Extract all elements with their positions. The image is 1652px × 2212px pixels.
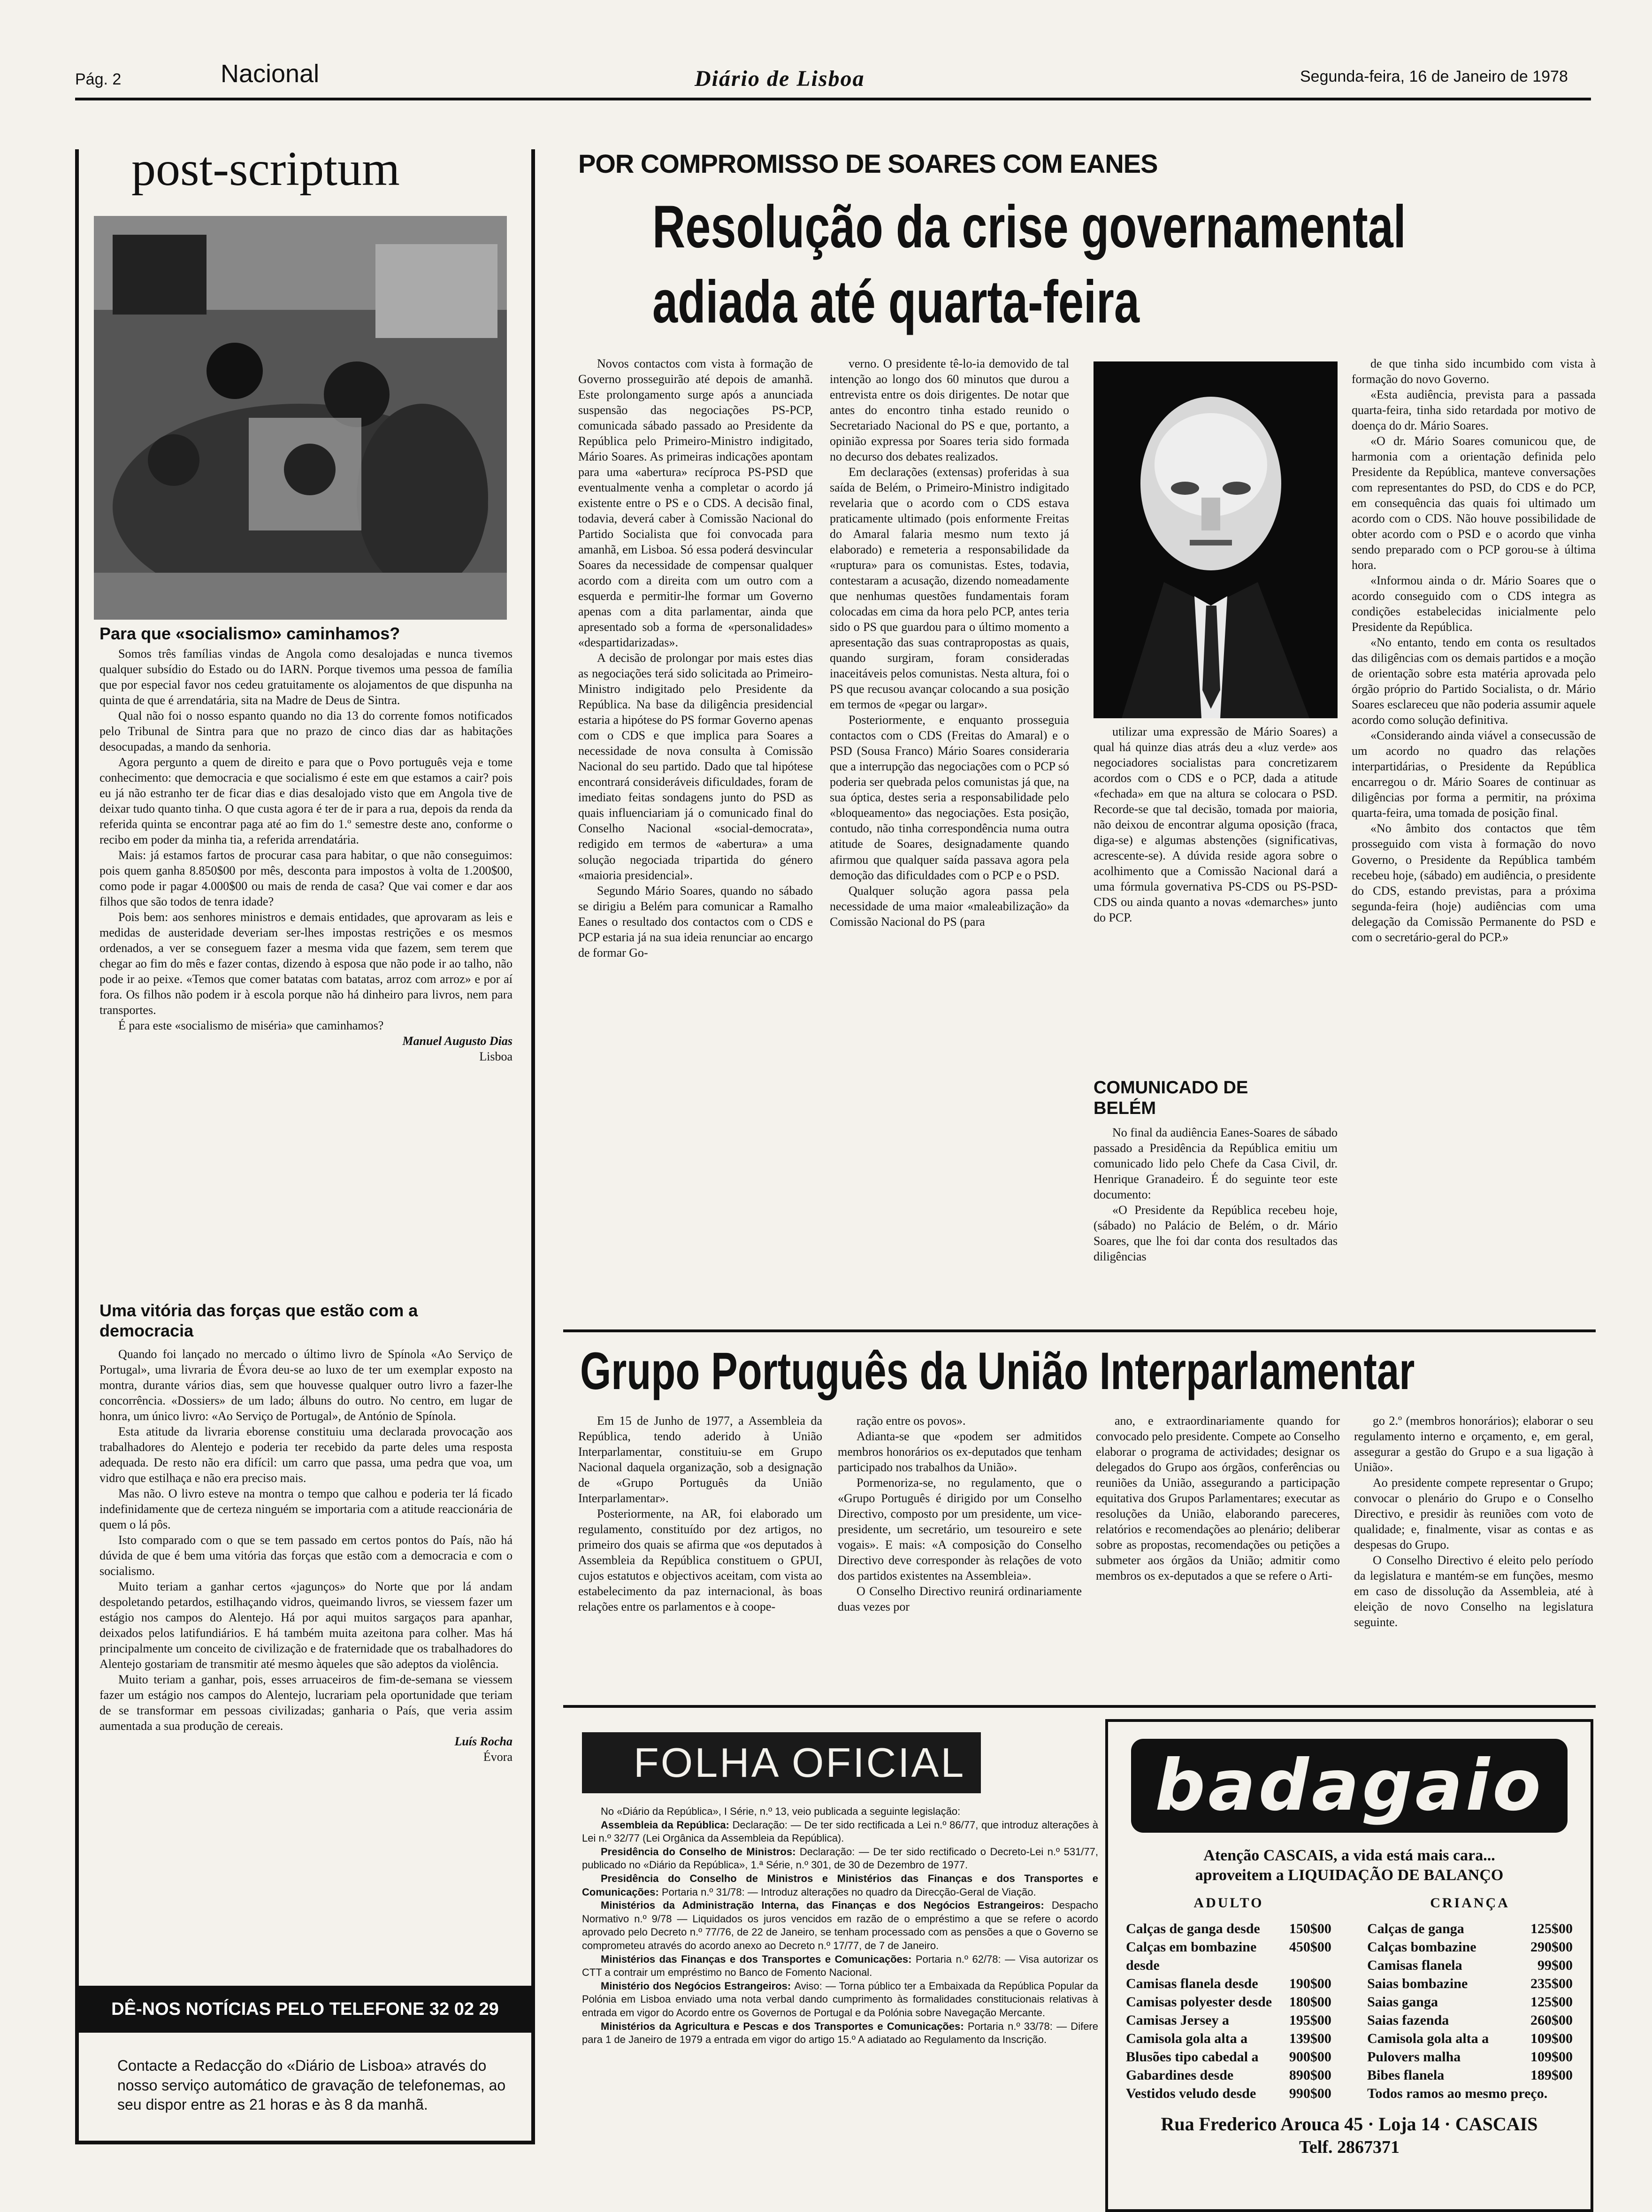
folha-entry xyxy=(582,1845,1098,1872)
folha-entry-org: Presidência do Conselho de Ministros e Ministérios das Finanças e dos Transportes e Comunicações: xyxy=(582,1872,1098,1898)
price-row xyxy=(1367,1920,1573,1938)
price-value: 125$00 xyxy=(1530,1994,1573,2010)
union-paragraph: Adianta-se que «podem ser admitidos membros honorários os ex-deputados que tenham participado nos trabalhos da União». xyxy=(838,1429,1082,1475)
price-item: Blusões tipo cabedal a xyxy=(1126,2049,1259,2065)
union-col-1 xyxy=(578,1413,822,1614)
price-value: 990$00 xyxy=(1289,2086,1331,2101)
lead-paragraph: Em declarações (extensas) proferidas à sua saída de Belém, o Primeiro-Ministro indigitado revelaria que o acordo com o CDS estava praticamente ultimado (pois enformente Freitas do Amaral falaria mesmo num texto já elaborado) e remeteria a responsabilidade da «ruptura» para os comunistas. Estes, todavia, contestaram a acusação, dizendo nomeadamente que nenhumas questões fundamentais foram colocadas em cima da hora pelo PCP, antes teria sido o PS que guardou para o último momento a apresentação das suas contrapropostas as quais, quando surgiram, foram consideradas inaceitáveis pelos comunistas. Nesta altura, foi o PS que recusou avançar colocando a sua posição em termos de «pegar ou largar». xyxy=(830,465,1069,712)
price-item: Camisola gola alta a xyxy=(1367,2031,1489,2046)
folha-entry-text: Despacho Normativo n.º 9/78 — Liquidados os juros vencidos em razão de o empréstimo a que se refere o acordo aprovado pelo Decreto n.º 77/76, de 22 de Janeiro, se tenham processado com as pensões a que o Governo se comprometeu através do acordo anexo ao Decreto n.º 17/77, de 7 de Janeiro. xyxy=(582,1899,1098,1951)
price-item: Calças de ganga xyxy=(1367,1921,1464,1936)
union-paragraph: O Conselho Directivo reunirá ordinariamente duas vezes por xyxy=(838,1584,1082,1614)
union-paragraph: Em 15 de Junho de 1977, a Assembleia da República, tendo aderido à União Interparlamentar, constituiu-se em Grupo Nacional daquela organização, sob a designação de «Grupo Português da União Interparlamentar». xyxy=(578,1414,822,1505)
price-row xyxy=(1367,2048,1573,2066)
union-paragraph: ração entre os povos». xyxy=(857,1414,966,1428)
folha-entry xyxy=(582,1872,1098,1899)
folha-entry-org: Ministérios das Finanças e dos Transportes e Comunicações: xyxy=(601,1953,916,1965)
lead-paragraph: «No âmbito dos contactos que têm prosseguido com vista à formação do novo Governo, o Presidente da República também recebeu hoje, (sábado) em audiência, o presidente do CDS, estando previstas, para a próxima segunda-feira (hoje) audiências com uma delegação da Comissão Permanente do PSD e com o secretário-geral do PCP.» xyxy=(1352,822,1596,944)
article1-paragraph: Agora pergunto a quem de direito e para que o Povo português veja e tome conhecimento: que democracia e que socialismo é este em que estamos a cair? pois eu já não estranho ter de ficar dias e dias desalojado visto que em Angola tive de deixar tudo quanto tinha. O que custa agora é ter de ir para a rua, depois da renda da referida quinta se encontrar paga até ao fim do 1.º semestre deste ano, conforme o recibo em poder da minha tia, a referida arrendatária. xyxy=(99,755,512,847)
price-value: 450$00 xyxy=(1289,1939,1331,1955)
communique-title: COMUNICADO DE BELÉM xyxy=(1094,1078,1248,1118)
union-bottom-rule xyxy=(563,1705,1596,1708)
folha-entry-org: Assembleia da República: xyxy=(601,1819,733,1831)
union-paragraph: O Conselho Directivo é eleito pelo período da legislatura e mantém-se em funções, mesmo em caso de dissolução da Assembleia, até à eleição de novo Conselho na legislatura seguinte. xyxy=(1354,1553,1593,1629)
price-row xyxy=(1367,2084,1573,2103)
union-paragraph: Posteriormente, na AR, foi elaborado um regulamento, constituído por dez artigos, no primeiro dos quais se afirma que «os deputados à Assembleia da República constituem o GPUI, cujos estatutos e objectivos aceitam, com vista ao estabelecimento da paz internacional, às boas relações entre os parlamentos e à coope- xyxy=(578,1507,822,1614)
lead-paragraph: utilizar uma expressão de Mário Soares) a qual há quinze dias atrás deu a «luz verde» aos negociadores socialistas para concretizarem acordos com o CDS e o PCP, dada a atitude «fechada» em que na altura se colocara o PSD. Recorde-se que tal decisão, tomada por maioria, não deixou de encontrar alguma oposição (fraca, diga-se) e algumas abstenções (significativas, acrescente-se). A dúvida reside agora sobre o acolhimento que a Comissão Nacional dará a uma fórmula governativa PS-CDS ou PS-PSD-CDS ou ainda quanto a novas «demarches» junto do PCP. xyxy=(1094,725,1338,925)
phone-info: Contacte a Redacção do «Diário de Lisboa» através do nosso serviço automático de gravação de telefonemas, ao seu dispor entre as 21 horas e às 8 da manhã. xyxy=(117,2057,506,2113)
article1-author: Manuel Augusto Dias xyxy=(402,1034,512,1048)
price-row xyxy=(1126,1920,1331,1938)
folha-entry-org: Presidência do Conselho de Ministros: xyxy=(601,1845,800,1858)
folha-entry-org: Ministério dos Negócios Estrangeiros: xyxy=(601,1980,795,1992)
section-name: Nacional xyxy=(221,60,320,88)
folha-entry xyxy=(582,1899,1098,1952)
price-value: 195$00 xyxy=(1289,2012,1331,2028)
lead-kicker: POR COMPROMISSO DE SOARES COM EANES xyxy=(578,149,1158,178)
masthead: Diário de Lisboa xyxy=(695,66,865,91)
badagaio-brand: badagaio xyxy=(1155,1745,1544,1827)
folha-entry xyxy=(582,1819,1098,1845)
postscriptum-bottom-rule xyxy=(75,2141,535,2144)
ad-tagline-1: Atenção CASCAIS, a vida está mais cara... xyxy=(1203,1847,1495,1864)
lead-col-2 xyxy=(830,356,1069,929)
header-rule xyxy=(75,98,1591,100)
price-row xyxy=(1126,2066,1331,2084)
price-row xyxy=(1126,1938,1331,1974)
ad-phone: Telf. 2867371 xyxy=(1299,2137,1400,2157)
folha-intro: No «Diário da República», I Série, n.º 13, veio publicada a seguinte legislação: xyxy=(601,1805,961,1817)
price-value: 900$00 xyxy=(1289,2049,1331,2065)
folha-entry-text: Declaração: — De ter sido rectificado o Decreto-Lei n.º 531/77, publicado no «Diário da República», 1.ª Série, n.º 301, de 30 de Dezembro de 1977. xyxy=(582,1845,1098,1871)
union-paragraph: go 2.º (membros honorários); elaborar o seu regulamento interno e orçamento, e, em geral, assegurar a gestão do Grupo e a sua ligação à União». xyxy=(1354,1414,1593,1475)
lead-paragraph: «Informou ainda o dr. Mário Soares que o acordo conseguido com o CDS integra as condições estabelecidas inicialmente pelo Presidente da República. xyxy=(1352,574,1596,634)
article2-paragraph: Muito teriam a ganhar certos «jagunços» do Norte que por lá andam despoletando petardos, estilhaçando vidros, queimando livros, se viessem fazer um estágio nos campos do Alentejo. Há por aqui muitos sargaços para apanhar, deixados pelos latifundiários. E há também muita azeitona para colher. Mas há principalmente um conceito de civilização e de fraternidade que os trabalhadores do Alentejo gostariam de transmitir até mesmo àqueles que são adeptos da violência. xyxy=(99,1580,512,1671)
article1-paragraph: Somos três famílias vindas de Angola como desalojadas e nunca tivemos qualquer subsídio do Estado ou do IARN. Porque tivemos uma pessoa de família que por especial favor nos cedeu gratuitamente os alojamentos de que dispunha na quinta de que é arrendatária, sita na Madre de Deus de Sintra. xyxy=(99,647,512,707)
price-item: Vestidos veludo desde xyxy=(1126,2086,1256,2101)
postscriptum-right-bar xyxy=(531,149,535,2144)
union-col-4 xyxy=(1354,1413,1593,1630)
price-item: Saias ganga xyxy=(1367,1994,1438,2010)
union-paragraph: Ao presidente compete representar o Grupo; convocar o plenário do Grupo e o Conselho Directivo, e presidir às reuniões com voto de qualidade; e, finalmente, visar as contas e as despesas do Grupo. xyxy=(1354,1476,1593,1552)
lead-paragraph: «No entanto, tendo em conta os resultados das diligências com os demais partidos e a moção de orientação sobre esta matéria aprovada pelo órgão próprio do Partido Socialista, o dr. Mário Soares esclareceu que não poderia assumir aquele acordo como solução definitiva. xyxy=(1352,636,1596,727)
price-item: Calças bombazine xyxy=(1367,1939,1476,1955)
price-row xyxy=(1126,2048,1331,2066)
folha-entry-text: Portaria n.º 33/78: — Difere para 1 de Janeiro de 1979 a entrada em vigor do artigo 15.º A adiatado ao Regulamento da Inscrição. xyxy=(582,2020,1098,2046)
ad-address: Rua Frederico Arouca 45 · Loja 14 · CASCAIS xyxy=(1161,2113,1538,2135)
adult-label: ADULTO xyxy=(1193,1895,1264,1911)
badagaio-ad xyxy=(1105,1719,1593,2212)
adult-price-list xyxy=(1126,1894,1331,2103)
folha-entry-text: Portaria n.º 31/78: — Introduz alterações no quadro da Direcção-Geral de Viação. xyxy=(661,1886,1036,1898)
lead-col-1 xyxy=(578,356,813,960)
lead-bottom-rule xyxy=(563,1329,1596,1332)
article2-author: Luís Rocha xyxy=(454,1735,512,1749)
soares-photo xyxy=(1094,361,1338,718)
communique-body xyxy=(1094,1125,1338,1264)
union-headline: Grupo Português da União Interparlamentar xyxy=(580,1342,1415,1400)
folha-entry-text: Aviso: — Torna público ter a Embaixada da República Popular da Polónia em Lisboa enviado uma nota verbal dando cumprimento às formalidades constitucionais relativas à entrada em vigor do Acordo entre os Governos de Portugal e da Polónia sobre Navegação Mercante. xyxy=(582,1980,1098,2019)
price-item: Bibes flanela xyxy=(1367,2067,1445,2083)
article1-paragraph: Pois bem: aos senhores ministros e demais entidades, que aprovaram as leis e medidas de austeridade deveriam ser-lhes impostas restrições e os mesmos ordenados, a ver se conseguem fazer a mesma vida que fazem, sem terem que chegar ao fim do mês e fazer contas, dizendo à esposa que não pode ir ao talho, não pode ir ao peixe. «Temos que comer batatas com batatas, arroz com arroz» e por aí fora. Os filhos não podem ir à escola porque não há dinheiro para livros, nem para transportes. xyxy=(99,910,512,1017)
folha-entry-org: Ministérios da Agricultura e Pescas e dos Transportes e Comunicações: xyxy=(601,2020,968,2032)
lead-paragraph: Qualquer solução agora passa pela necessidade de uma maior «maleabilização» da Comissão Nacional do PS (para xyxy=(830,883,1069,929)
lead-headline-2: adiada até quarta-feira xyxy=(652,269,1140,336)
price-value: 180$00 xyxy=(1289,1994,1331,2010)
article2-paragraph: Muito teriam a ganhar, pois, esses arruaceiros de fim-de-semana se viessem fazer um estágio nos campos do Alentejo, lucrariam pela oportunidade que teriam de se transformar em pessoas civilizadas; ganharia o País, que veria assim aumentada a sua produção de cereais. xyxy=(99,1673,512,1733)
price-value: 139$00 xyxy=(1289,2031,1331,2046)
lead-headline-1: Resolução da crise governamental xyxy=(652,193,1406,261)
article2-paragraph: Mas não. O livro esteve na montra o tempo que calhou e poderia ter lá ficado indefinidamente que de certeza ninguém se importaria com a atitude reaccionária de quem o lá pôs. xyxy=(99,1487,512,1532)
price-value: 109$00 xyxy=(1530,2031,1573,2046)
lead-paragraph: Novos contactos com vista à formação de Governo prosseguirão até depois de amanhã. Este prolongamento surge após a anunciada suspensão das negociações PS-PCP, comunicada sábado passado ao Presidente da República pelo Primeiro-Ministro indigitado, Mário Soares. As primeiras indicações apontam para uma «abertura» recíproca PS-PSD que eventualmente venha a completar o acordo já existente entre o PS e o CDS. A decisão final, todavia, deverá caber à Comissão Nacional do Partido Socialista que foi convocada para amanhã, em Lisboa. Só essa poderá desvincular Soares da necessidade de compensar qualquer acordo com a direita com um outro com a esquerda e permitir-lhe formar um Governo apenas com a dita parlamentar, ainda que apresentado sob a forma de «personalidades» «despartidarizadas». xyxy=(578,357,813,650)
article2-paragraph: Esta atitude da livraria eborense constituiu uma declarada provocação aos trabalhadores do Alentejo e poderia ter recebido da parte deles uma resposta adequada. De resto não era difícil: um carro que passa, uma pedra que voa, um vidro que estilhaça e não era preciso mais. xyxy=(99,1425,512,1485)
lead-paragraph: de que tinha sido incumbido com vista à formação do novo Governo. xyxy=(1352,357,1596,386)
folha-entry xyxy=(582,1980,1098,2020)
communique-paragraph: No final da audiência Eanes-Soares de sábado passado a Presidência da República emitiu um comunicado lido pelo Chefe da Casa Civil, dr. Henrique Granadeiro. É do seguinte teor este documento: xyxy=(1094,1126,1338,1202)
price-value: 235$00 xyxy=(1530,1976,1573,1991)
communique-paragraph: «O Presidente da República recebeu hoje, (sábado) no Palácio de Belém, o dr. Mário Soares, que lhe foi dar conta dos resultados das diligências xyxy=(1094,1203,1338,1264)
price-value: 290$00 xyxy=(1530,1939,1573,1955)
price-item: Camisas flanela xyxy=(1367,1958,1462,1973)
lead-paragraph: Posteriormente, e enquanto prosseguia contactos com o CDS (Freitas do Amaral) e o PSD (Sousa Franco) Mário Soares consideraria que a interrupção das negociações com o PCP só poderia ser quebrada pelos comunistas já que, na sua óptica, destes seria a responsabilidade pelo «bloqueamento» das negociações. Esta posição, contudo, não tinha correspondência numa outra atitude de Soares, designadamente quando afirmou que qualquer saída passava agora pela demoção das dificuldades com o PCP e o PSD. xyxy=(830,713,1069,882)
lead-col-3 xyxy=(1094,724,1338,925)
lead-paragraph: «Esta audiência, prevista para a passada quarta-feira, tinha sido retardada por motivo de doença do dr. Mário Soares. xyxy=(1352,388,1596,433)
article2-paragraph: Quando foi lançado no mercado o último livro de Spínola «Ao Serviço de Portugal», uma livraria de Évora deu-se ao luxo de ter um exemplar exposto na montra, durante vários dias, sem que houvesse qualquer outro livro a fazer-lhe concorrência. «Dossiers» de um lado; álbuns do outro. No centro, em lugar de honra, um único livro: «Ao Serviço de Portugal», de António de Spínola. xyxy=(99,1347,512,1423)
article1-title: Para que «socialismo» caminhamos? xyxy=(99,624,400,643)
folha-banner xyxy=(582,1732,981,1793)
phone-banner-text: DÊ-NOS NOTÍCIAS PELO TELEFONE 32 02 29 xyxy=(111,1999,499,2019)
article1-place: Lisboa xyxy=(479,1050,512,1064)
price-item: Saias fazenda xyxy=(1367,2012,1449,2028)
article1-paragraph: Mais: já estamos fartos de procurar casa para habitar, o que não conseguimos: pois quem ganha 8.850$00 por mês, desconta para impostos à volta de 1.200$00, como pode ir pagar 4.000$00 ou mais de renda de casa? Que vai comer e dar aos filhos que são todos de tenra idade? xyxy=(99,848,512,909)
ad-tagline-2: aproveitem a LIQUIDAÇÃO DE BALANÇO xyxy=(1195,1866,1504,1884)
article2-paragraph: Isto comparado com o que se tem passado em certos pontos do País, não há dúvida de que é bem uma vitória das forças que estão com a democracia e com o socialismo. xyxy=(99,1533,512,1578)
price-row xyxy=(1367,1956,1573,1974)
price-value: 890$00 xyxy=(1289,2067,1331,2083)
page-number: Pág. 2 xyxy=(75,70,122,88)
price-value: 189$00 xyxy=(1530,2067,1573,2083)
price-value: 260$00 xyxy=(1530,2012,1573,2028)
postscriptum-photo xyxy=(94,216,507,620)
folha-entry-text: Declaração: — De ter sido rectificada a Lei n.º 86/77, que introduz alterações à Lei n.º 32/77 (Lei Orgânica da Assembleia da República). xyxy=(582,1819,1098,1844)
price-row xyxy=(1126,1993,1331,2011)
lead-paragraph: A decisão de prolongar por mais estes dias as negociações terá sido solicitada ao Primeiro-Ministro indigitado pelo Presidente da República. Na base da diligência presidencial estaria a hipótese do PS formar Governo apenas com o CDS e que implica para Soares a necessidade de nova consulta à Comissão Nacional do seu partido. Dado que tal hipótese encontrará consideráveis dificuldades, foram de imediato feitas sondagens junto do PSD as quais influenciariam já o comunicado final do Conselho Nacional «social-democrata», redigido em termos de «abertura» a uma solução negociada tripartida do género «maioria presidencial». xyxy=(578,651,813,882)
union-col-2 xyxy=(838,1413,1082,1614)
article2-title: Uma vitória das forças que estão com a democracia xyxy=(99,1301,418,1341)
article2-place: Évora xyxy=(483,1750,512,1764)
union-paragraph: Pormenoriza-se, no regulamento, que o «Grupo Português é dirigido por um Conselho Directivo, composto por um presidente, um vice-presidente, um secretário, um tesoureiro e sete vogais». E mais: «A composição do Conselho Directivo deve corresponder às relações de voto dos partidos existentes na Assembleia». xyxy=(838,1476,1082,1583)
price-row xyxy=(1367,1993,1573,2011)
article1-paragraph: Qual não foi o nosso espanto quando no dia 13 do corrente fomos notificados pelo Tribunal de Sintra para que no prazo de cinco dias dar as habitações desocupadas, a mando da senhoria. xyxy=(99,709,512,754)
article2-body xyxy=(99,1346,512,1765)
lead-paragraph: verno. O presidente tê-lo-ia demovido de tal intenção ao longo dos 60 minutos que durou a entrevista entre os dois dirigentes. De notar que antes do encontro tinha estado reunido o Secretariado Nacional do PS e que, portanto, a opinião expressa por Soares teria sido formada no decurso dos debates realizados. xyxy=(830,357,1069,464)
issue-date: Segunda-feira, 16 de Janeiro de 1978 xyxy=(1300,68,1568,85)
price-row xyxy=(1126,1974,1331,1993)
folha-body xyxy=(582,1805,1098,2047)
lead-paragraph: «Considerando ainda viável a consecussão de um acordo no quadro das relações interpartidárias, o Presidente da República encarregou o dr. Mário Soares de continuar as diligências por forma a permitir, na próxima quarta-feira, uma tomada de posição final. xyxy=(1352,729,1596,820)
price-item: Camisas flanela desde xyxy=(1126,1976,1258,1991)
article1-body xyxy=(99,646,512,1064)
price-item: Camisola gola alta a xyxy=(1126,2031,1248,2046)
price-value: 190$00 xyxy=(1289,1976,1331,1991)
price-row xyxy=(1367,1974,1573,1993)
price-item: Pulovers malha xyxy=(1367,2049,1461,2065)
price-row xyxy=(1367,1938,1573,1956)
union-col-3 xyxy=(1096,1413,1340,1583)
price-item: Calças em bombazine desde xyxy=(1126,1939,1257,1973)
lead-col-4 xyxy=(1352,356,1596,945)
child-label: CRIANÇA xyxy=(1430,1895,1510,1911)
folha-entry-org: Ministérios da Administração Interna, das Finanças e dos Negócios Estrangeiros: xyxy=(601,1899,1052,1912)
postscriptum-left-bar xyxy=(75,149,79,2144)
price-item: Camisas polyester desde xyxy=(1126,1994,1272,2010)
article1-paragraph: É para este «socialismo de miséria» que caminhamos? xyxy=(118,1019,384,1033)
price-item: Saias bombazine xyxy=(1367,1976,1468,1991)
price-item: Gabardines desde xyxy=(1126,2067,1234,2083)
price-row xyxy=(1367,2066,1573,2084)
price-item: Todos ramos ao mesmo preço. xyxy=(1367,2086,1548,2101)
folha-entry xyxy=(582,1953,1098,1980)
price-item: Camisas Jersey a xyxy=(1126,2012,1229,2028)
price-value: 99$00 xyxy=(1537,1958,1573,1973)
portrait-image xyxy=(1094,361,1338,718)
union-paragraph: ano, e extraordinariamente quando for convocado pelo presidente. Compete ao Conselho elaborar o programa de actividades; designar os delegados do Grupo aos órgãos, conferências ou reuniões da União, assegurando a participação equitativa dos Grupos Parlamentares; executar as resoluções da União, elaborando pareceres, relatórios e recomendações ao plenário; deliberar sobre as propostas, recomendações ou petições a submeter aos órgãos da União; admitir como membros os ex-deputados a que se refere o Arti- xyxy=(1096,1414,1340,1583)
folha-entry-text: Portaria n.º 62/78: — Visa autorizar os CTT a contrair um empréstimo no Banco de Fomento Nacional. xyxy=(582,1953,1098,1979)
price-value: 150$00 xyxy=(1289,1921,1331,1936)
child-price-list xyxy=(1367,1894,1573,2103)
phone-banner xyxy=(79,1986,531,2033)
price-row xyxy=(1126,2029,1331,2048)
price-row xyxy=(1126,2011,1331,2029)
lead-paragraph: «O dr. Mário Soares comunicou que, de harmonia com a orientação definida pelo Presidente da República, manteve conversações com representantes do PSD, do CDS e do PCP, em consequência das quais foi ultimado um acordo com o CDS. Não houve possibilidade de obter acordo com o PSD e o acordo que vinha sendo preparado com o PCP gorou-se à última hora. xyxy=(1352,434,1596,572)
price-value: 125$00 xyxy=(1530,1921,1573,1936)
price-value: 109$00 xyxy=(1530,2049,1573,2065)
lead-paragraph: Segundo Mário Soares, quando no sábado se dirigiu a Belém para comunicar a Ramalho Eanes o resultado dos contactos com o CDS e PCP estaria já na sua ideia renunciar ao encargo de formar Go- xyxy=(578,883,813,960)
price-row xyxy=(1126,2084,1331,2103)
price-row xyxy=(1367,2029,1573,2048)
price-row xyxy=(1367,2011,1573,2029)
postscriptum-title: post-scriptum xyxy=(131,142,400,196)
folha-banner-text: FOLHA OFICIAL xyxy=(634,1739,966,1786)
price-item: Calças de ganga desde xyxy=(1126,1921,1260,1936)
folha-entry xyxy=(582,2020,1098,2047)
families-photo xyxy=(94,216,507,620)
badagaio-logo xyxy=(1131,1739,1568,1833)
